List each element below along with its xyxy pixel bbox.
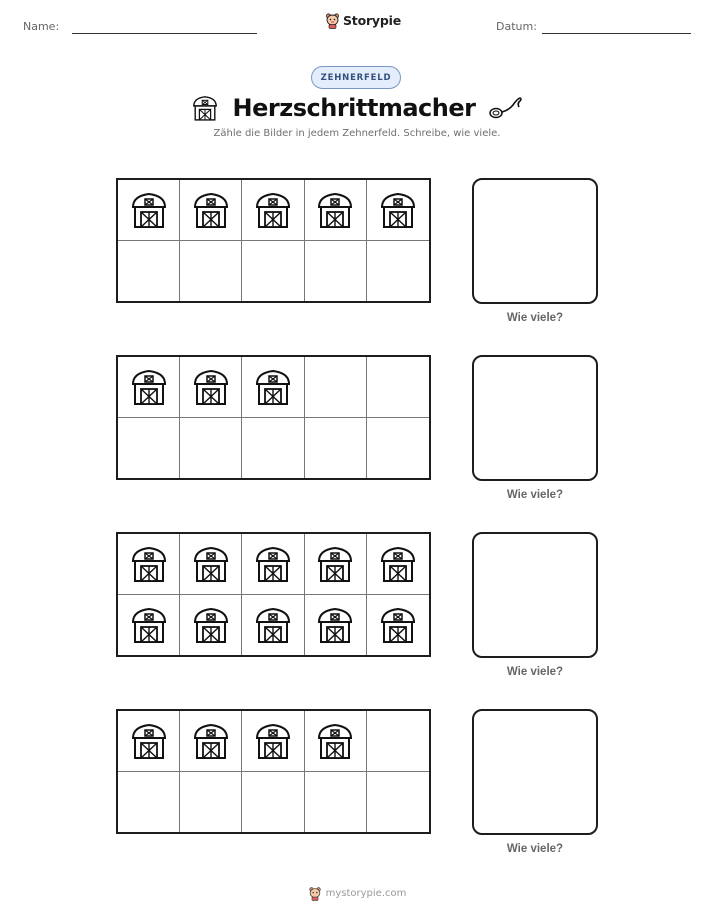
ten-frame-cell <box>242 711 304 772</box>
pacemaker-icon <box>489 95 523 121</box>
ten-frame-cell <box>180 241 242 302</box>
barn-icon <box>191 367 231 407</box>
ten-frame-cell <box>242 418 304 479</box>
answer-label: Wie viele? <box>506 843 564 855</box>
ten-frame-cell <box>118 357 180 418</box>
ten-frame-cell <box>242 534 304 595</box>
answer-box[interactable] <box>472 355 598 481</box>
storypie-mascot-icon <box>325 12 340 29</box>
barn-icon <box>191 94 219 122</box>
answer-box[interactable] <box>472 709 598 835</box>
ten-frame-cell <box>180 357 242 418</box>
ten-frame-cell <box>180 595 242 656</box>
barn-icon <box>129 544 169 584</box>
ten-frame-cell <box>118 534 180 595</box>
ten-frame-cell <box>367 241 429 302</box>
ten-frame-cell <box>367 772 429 833</box>
ten-frame-cell <box>242 180 304 241</box>
name-label: Name: <box>23 20 60 33</box>
answer-label: Wie viele? <box>506 666 564 678</box>
barn-icon <box>378 190 418 230</box>
name-line[interactable] <box>72 33 257 34</box>
worksheet-title: Herzschrittmacher <box>232 94 476 122</box>
barn-icon <box>129 605 169 645</box>
answer-label: Wie viele? <box>506 489 564 501</box>
barn-icon <box>191 605 231 645</box>
ten-frame-cell <box>180 534 242 595</box>
ten-frame-cell <box>367 418 429 479</box>
date-label: Datum: <box>496 20 537 33</box>
ten-frame-cell <box>367 595 429 656</box>
date-line[interactable] <box>542 33 691 34</box>
ten-frame-cell <box>305 534 367 595</box>
barn-icon <box>191 190 231 230</box>
title-row <box>0 90 714 126</box>
ten-frame-cell <box>180 772 242 833</box>
barn-icon <box>253 544 293 584</box>
ten-frame-cell <box>180 418 242 479</box>
ten-frame <box>116 709 431 834</box>
barn-icon <box>315 544 355 584</box>
ten-frame-cell <box>305 241 367 302</box>
instructions: Zähle die Bilder in jedem Zehnerfeld. Schreibe, wie viele. <box>213 128 501 139</box>
answer-box[interactable] <box>472 178 598 304</box>
ten-frame-cell <box>118 595 180 656</box>
ten-frame-cell <box>242 357 304 418</box>
brand-logo <box>325 12 401 29</box>
barn-icon <box>253 605 293 645</box>
ten-frame-cell <box>305 418 367 479</box>
ten-frame-cell <box>118 180 180 241</box>
footer-url: mystorypie.com <box>325 888 407 899</box>
ten-frame <box>116 355 431 480</box>
ten-frame-cell <box>367 180 429 241</box>
ten-frame-cell <box>242 772 304 833</box>
ten-frame-cell <box>305 357 367 418</box>
ten-frame <box>116 532 431 657</box>
ten-frame-cell <box>367 711 429 772</box>
barn-icon <box>253 721 293 761</box>
barn-icon <box>129 190 169 230</box>
ten-frame-cell <box>118 772 180 833</box>
ten-frame-cell <box>305 595 367 656</box>
barn-icon <box>378 544 418 584</box>
ten-frame-cell <box>118 711 180 772</box>
barn-icon <box>315 605 355 645</box>
barn-icon <box>315 190 355 230</box>
ten-frame-cell <box>305 772 367 833</box>
barn-icon <box>129 721 169 761</box>
ten-frame-cell <box>242 241 304 302</box>
barn-icon <box>378 605 418 645</box>
ten-frame-cell <box>180 180 242 241</box>
ten-frame <box>116 178 431 303</box>
ten-frame-cell <box>242 595 304 656</box>
storypie-mascot-icon <box>308 886 322 901</box>
ten-frame-cell <box>367 534 429 595</box>
ten-frame-cell <box>118 241 180 302</box>
brand-name: Storypie <box>343 13 401 28</box>
ten-frame-cell <box>305 711 367 772</box>
answer-box[interactable] <box>472 532 598 658</box>
barn-icon <box>315 721 355 761</box>
ten-frame-cell <box>118 418 180 479</box>
barn-icon <box>191 544 231 584</box>
barn-icon <box>191 721 231 761</box>
ten-frame-cell <box>180 711 242 772</box>
barn-icon <box>253 190 293 230</box>
footer <box>0 886 714 901</box>
barn-icon <box>129 367 169 407</box>
topic-badge: ZEHNERFELD <box>311 66 401 89</box>
ten-frame-cell <box>367 357 429 418</box>
ten-frame-cell <box>305 180 367 241</box>
answer-label: Wie viele? <box>506 312 564 324</box>
barn-icon <box>253 367 293 407</box>
